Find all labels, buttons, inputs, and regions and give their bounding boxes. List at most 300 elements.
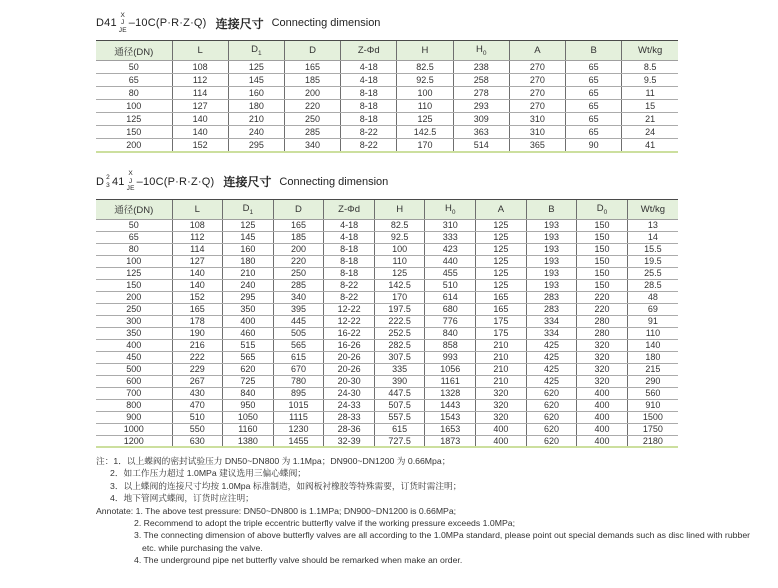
table-cell: 307.5	[374, 351, 425, 363]
table-cell: 200	[273, 243, 324, 255]
table-cell: 725	[223, 375, 274, 387]
table-cell: 310	[509, 113, 565, 126]
table-cell: 24-30	[324, 387, 375, 399]
table-cell: 165	[172, 303, 223, 315]
table-cell: 24-33	[324, 399, 375, 411]
table-cell: 210	[476, 351, 527, 363]
column-header: A	[509, 41, 565, 61]
table-cell: 425	[526, 339, 577, 351]
table-cell: 165	[273, 219, 324, 231]
table-cell: 278	[453, 87, 509, 100]
table-cell: 8-18	[341, 113, 397, 126]
table-cell: 270	[509, 100, 565, 113]
table-cell: 505	[273, 327, 324, 339]
table-cell: 1200	[123, 435, 144, 446]
table-row	[96, 387, 678, 399]
table-cell: 20-26	[324, 363, 375, 375]
table-cell: 8-22	[324, 291, 375, 303]
table-cell: 340	[284, 139, 340, 152]
column-header: 通径(DN)	[96, 41, 172, 61]
table-cell: 320	[476, 387, 527, 399]
table-cell: 197.5	[374, 303, 425, 315]
table-cell: 510	[425, 279, 476, 291]
table-cell: 222.5	[374, 315, 425, 327]
table-cell: 615	[374, 423, 425, 435]
table-cell: 150	[577, 279, 628, 291]
column-header: B	[566, 41, 622, 61]
table-cell: 140	[172, 113, 228, 126]
column-header: H	[374, 199, 425, 219]
table-cell: 507.5	[374, 399, 425, 411]
column-header: 通径(DN)	[96, 199, 172, 219]
table-cell: 193	[526, 231, 577, 243]
table-row	[96, 255, 678, 267]
note-line-en: Annotate: 1. The above test pressure: DN50~DN800 is 1.1MPa; DN900~DN1200 is 0.66MPa;	[96, 505, 457, 516]
table-cell: 400	[577, 435, 628, 447]
table-cell: 175	[476, 315, 527, 327]
table-cell: 220	[577, 303, 628, 315]
table-cell: 125	[96, 267, 172, 279]
table-cell: 776	[425, 315, 476, 327]
table-cell: 510	[172, 411, 223, 423]
table-cell: 140	[627, 339, 678, 351]
table-row	[96, 423, 678, 435]
model-variant-stack	[127, 170, 135, 192]
table-cell: 222	[172, 351, 223, 363]
table-cell: 220	[284, 100, 340, 113]
section-title-1	[96, 10, 678, 36]
table-cell: 215	[627, 363, 678, 375]
table-row	[96, 375, 678, 387]
table-cell: 150	[577, 255, 628, 267]
table-cell: 160	[223, 243, 274, 255]
table-cell: 470	[172, 399, 223, 411]
table-cell: 210	[228, 113, 284, 126]
table-cell: 28.5	[627, 279, 678, 291]
table-cell: 8-18	[324, 267, 375, 279]
table-cell: 114	[172, 87, 228, 100]
table-cell: 16-22	[324, 327, 375, 339]
column-header: D	[284, 41, 340, 61]
model-prefix: D	[96, 175, 105, 188]
table-cell: 8-18	[341, 100, 397, 113]
table-cell: 430	[172, 387, 223, 399]
table-cell: 11	[622, 87, 678, 100]
column-header: B	[526, 199, 577, 219]
table-cell: 20-26	[324, 351, 375, 363]
table-row	[96, 399, 678, 411]
table-cell: 1500	[627, 411, 678, 423]
title-en: Connecting dimension	[271, 17, 381, 29]
table-cell: 400	[577, 387, 628, 399]
table-cell: 150	[577, 267, 628, 279]
table-row	[96, 100, 678, 113]
table-cell: 32-39	[324, 435, 375, 447]
table-cell: 840	[425, 327, 476, 339]
num-3: 3	[106, 181, 110, 189]
table-row	[96, 363, 678, 375]
table-cell: 320	[577, 351, 628, 363]
table-cell: 400	[96, 339, 172, 351]
table-cell: 190	[172, 327, 223, 339]
table-cell: 1115	[273, 411, 324, 423]
table-cell: 8-22	[341, 126, 397, 139]
column-header: A	[476, 199, 527, 219]
table-cell: 993	[425, 351, 476, 363]
table-cell: 290	[627, 375, 678, 387]
variant-j: J	[121, 19, 125, 27]
table-cell: 125	[476, 279, 527, 291]
table-row	[96, 303, 678, 315]
column-header: L	[172, 41, 228, 61]
table-cell: 460	[223, 327, 274, 339]
table-cell: 165	[284, 61, 340, 74]
title-cn: 连接尺寸	[215, 16, 264, 31]
table-cell: 614	[425, 291, 476, 303]
table-cell: 160	[228, 87, 284, 100]
column-header: $D_1$	[228, 41, 284, 61]
table-cell: 125	[476, 267, 527, 279]
column-header: H	[397, 41, 453, 61]
table-cell: 92.5	[397, 74, 453, 87]
table-cell: 21	[622, 113, 678, 126]
table-cell: 1750	[627, 423, 678, 435]
table-cell: 320	[476, 399, 527, 411]
table-cell: 1653	[425, 423, 476, 435]
table-cell: 48	[627, 291, 678, 303]
table-cell: 8-22	[324, 279, 375, 291]
note-line-cn: 4．地下管网式蝶阀，订货时应注明；	[110, 493, 254, 504]
table-cell: 125	[476, 231, 527, 243]
table-row	[96, 113, 678, 126]
table-cell: 220	[577, 291, 628, 303]
table-cell: 400	[577, 399, 628, 411]
table-cell: 100	[96, 100, 172, 113]
table-cell: 620	[223, 363, 274, 375]
table-cell: 178	[172, 315, 223, 327]
table-cell: 363	[453, 126, 509, 139]
table-cell: 283	[526, 303, 577, 315]
table-cell: 670	[273, 363, 324, 375]
page-content	[96, 10, 751, 567]
table-cell: 145	[228, 74, 284, 87]
table-cell: 4-18	[324, 231, 375, 243]
table-cell: 4-18	[341, 74, 397, 87]
table-cell: 450	[96, 351, 172, 363]
table-cell: 150	[577, 231, 628, 243]
table-cell: 320	[577, 339, 628, 351]
section-title-2	[96, 169, 678, 195]
table-cell: 250	[96, 303, 172, 315]
table-cell: 1873	[425, 435, 476, 447]
table-cell: 200	[126, 139, 142, 150]
column-header: $D_0$	[577, 199, 628, 219]
table-cell: 300	[96, 315, 172, 327]
model-mid: 41	[111, 175, 125, 188]
model-suffix: –10C(P·R·Z·Q)	[128, 17, 207, 29]
table-cell: 285	[273, 279, 324, 291]
table-cell: 140	[172, 279, 223, 291]
table-cell: 615	[273, 351, 324, 363]
table-cell: 1161	[425, 375, 476, 387]
table-cell: 1543	[425, 411, 476, 423]
table-cell: 334	[526, 315, 577, 327]
variant-x: X	[120, 11, 126, 19]
table-cell: 142.5	[374, 279, 425, 291]
dimension-table-1	[96, 40, 678, 153]
table-cell: 110	[627, 327, 678, 339]
table-cell: 240	[223, 279, 274, 291]
table-cell: 125	[476, 243, 527, 255]
table-cell: 193	[526, 243, 577, 255]
table-cell: 108	[172, 219, 223, 231]
table-cell: 270	[509, 61, 565, 74]
variant-x: X	[128, 170, 133, 178]
table-cell: 8-18	[341, 87, 397, 100]
table-cell: 165	[476, 303, 527, 315]
table-cell: 69	[627, 303, 678, 315]
table-cell: 100	[374, 243, 425, 255]
table-cell: 8-18	[324, 243, 375, 255]
table-cell: 400	[476, 423, 527, 435]
table-cell: 910	[627, 399, 678, 411]
table-cell: 15.5	[627, 243, 678, 255]
table-cell: 1328	[425, 387, 476, 399]
note-line-cn: 2．如工作压力超过 1.0MPa 建议选用三偏心蝶阀；	[110, 468, 306, 479]
table-cell: 270	[509, 87, 565, 100]
table-cell: 13	[627, 219, 678, 231]
table-cell: 80	[96, 243, 172, 255]
table-cell: 285	[284, 126, 340, 139]
note-line-en: 2. Recommend to adopt the triple eccentric butterfly valve if the working pressure exceeds 1.0MPa;	[134, 518, 515, 529]
table-cell: 28-33	[324, 411, 375, 423]
table-cell: 400	[476, 435, 527, 447]
table-cell: 65	[566, 126, 622, 139]
table-cell: 280	[577, 327, 628, 339]
table-cell: 65	[566, 61, 622, 74]
table-cell: 150	[577, 219, 628, 231]
table-row	[96, 231, 678, 243]
table-cell: 350	[223, 303, 274, 315]
table-row	[96, 315, 678, 327]
table-cell: 125	[476, 219, 527, 231]
table-cell: 210	[476, 375, 527, 387]
table-cell: 140	[172, 267, 223, 279]
table-cell: 620	[526, 435, 577, 447]
table-cell: 125	[374, 267, 425, 279]
table-cell: 800	[96, 399, 172, 411]
table-cell: 8-22	[341, 139, 397, 152]
table-cell: 216	[172, 339, 223, 351]
variant-je: JE	[126, 185, 135, 193]
table-cell: 423	[425, 243, 476, 255]
table-cell: 50	[96, 61, 172, 74]
table-cell: 140	[172, 126, 228, 139]
table-cell: 50	[96, 219, 172, 231]
table-cell: 4-18	[324, 219, 375, 231]
table-cell: 82.5	[397, 61, 453, 74]
table-cell: 14	[627, 231, 678, 243]
table-cell: 65	[96, 74, 172, 87]
table-cell: 1000	[96, 423, 172, 435]
table-cell: 895	[273, 387, 324, 399]
table-cell: 125	[96, 113, 172, 126]
table-cell: 600	[96, 375, 172, 387]
table-cell: 185	[273, 231, 324, 243]
table-cell: 620	[526, 411, 577, 423]
table-cell: 28-36	[324, 423, 375, 435]
table-cell: 310	[509, 126, 565, 139]
note-line-en: 4. The underground pipe net butterfly valve should be remarked when make an order.	[134, 555, 463, 566]
table-cell: 175	[476, 327, 527, 339]
table-cell: 440	[425, 255, 476, 267]
table-cell: 293	[453, 100, 509, 113]
table-cell: 1380	[223, 435, 274, 447]
table-cell: 112	[172, 231, 223, 243]
table-cell: 19.5	[627, 255, 678, 267]
table-row	[96, 126, 678, 139]
table-cell: 20-30	[324, 375, 375, 387]
note-line-cn: 注：1．以上蝶阀的密封试验压力 DN50~DN800 为 1.1Mpa；DN900~DN1200 为 0.66Mpa；	[96, 456, 451, 466]
table-cell: 334	[526, 327, 577, 339]
table-cell: 91	[627, 315, 678, 327]
title-en: Connecting dimension	[279, 175, 389, 188]
table-cell: 200	[96, 291, 172, 303]
table-cell: 270	[509, 74, 565, 87]
table-cell: 193	[526, 267, 577, 279]
table-row	[96, 219, 678, 231]
table-cell: 229	[172, 363, 223, 375]
table-cell: 150	[96, 279, 172, 291]
model-number-stack	[106, 174, 110, 189]
column-header: Z-Φd	[324, 199, 375, 219]
table-cell: 65	[566, 74, 622, 87]
table-cell: 4-18	[341, 61, 397, 74]
table-cell: 100	[397, 87, 453, 100]
table-cell: 12-22	[324, 303, 375, 315]
table-cell: 680	[425, 303, 476, 315]
table-cell: 210	[476, 339, 527, 351]
table-cell: 193	[526, 279, 577, 291]
table-cell: 16-26	[324, 339, 375, 351]
table-cell: 125	[223, 219, 274, 231]
table-cell: 1455	[273, 435, 324, 447]
table-cell: 258	[453, 74, 509, 87]
table-cell: 550	[172, 423, 223, 435]
table-cell: 280	[577, 315, 628, 327]
table-cell: 400	[223, 315, 274, 327]
table-cell: 1015	[273, 399, 324, 411]
table-cell: 210	[476, 363, 527, 375]
table-cell: 320	[577, 363, 628, 375]
num-2: 2	[106, 174, 110, 182]
table-cell: 112	[172, 74, 228, 87]
table-cell: 125	[476, 255, 527, 267]
table-row	[96, 435, 678, 447]
table-cell: 340	[273, 291, 324, 303]
table-row	[96, 327, 678, 339]
table-cell: 447.5	[374, 387, 425, 399]
table-cell: 309	[453, 113, 509, 126]
table-cell: 365	[509, 139, 565, 152]
table-cell: 210	[223, 267, 274, 279]
table-cell: 1160	[223, 423, 274, 435]
table-cell: 310	[425, 219, 476, 231]
table-header-row	[96, 199, 678, 219]
variant-je: JE	[118, 26, 127, 34]
valve-model-2	[96, 170, 214, 192]
column-header: Z-Φd	[341, 41, 397, 61]
table-row	[96, 339, 678, 351]
notes-english	[96, 505, 751, 567]
table-cell: 395	[273, 303, 324, 315]
table-cell: 400	[577, 423, 628, 435]
column-header: Wt/kg	[627, 199, 678, 219]
table-cell: 180	[223, 255, 274, 267]
table-cell: 65	[566, 100, 622, 113]
column-header: $H_0$	[425, 199, 476, 219]
table-cell: 2180	[627, 435, 678, 447]
table-cell: 240	[228, 126, 284, 139]
table-row	[96, 291, 678, 303]
table-cell: 250	[284, 113, 340, 126]
table-cell: 252.5	[374, 327, 425, 339]
table-cell: 41	[622, 139, 678, 152]
column-header: Wt/kg	[622, 41, 678, 61]
table-cell: 840	[223, 387, 274, 399]
column-header: D	[273, 199, 324, 219]
table-cell: 170	[374, 291, 425, 303]
table-cell: 514	[453, 139, 509, 152]
table-cell: 250	[273, 267, 324, 279]
table-cell: 24	[622, 126, 678, 139]
footnotes	[96, 455, 751, 567]
table-cell: 25.5	[627, 267, 678, 279]
table-cell: 185	[284, 74, 340, 87]
table-cell: 65	[566, 87, 622, 100]
dimension-table-2	[96, 199, 678, 449]
table-cell: 425	[526, 363, 577, 375]
column-header: $H_0$	[453, 41, 509, 61]
table-cell: 65	[566, 113, 622, 126]
table-cell: 335	[374, 363, 425, 375]
table-cell: 390	[374, 375, 425, 387]
table-cell: 858	[425, 339, 476, 351]
table-row	[96, 74, 678, 87]
model-suffix: –10C(P·R·Z·Q)	[136, 175, 215, 188]
table-cell: 170	[397, 139, 453, 152]
table-cell: 455	[425, 267, 476, 279]
table-cell: 80	[96, 87, 172, 100]
table-cell: 780	[273, 375, 324, 387]
table-cell: 125	[228, 61, 284, 74]
table-cell: 92.5	[374, 231, 425, 243]
table-row	[96, 351, 678, 363]
table-row	[96, 61, 678, 74]
table-cell: 110	[397, 100, 453, 113]
table-cell: 82.5	[374, 219, 425, 231]
table-header-row	[96, 41, 678, 61]
table-cell: 238	[453, 61, 509, 74]
table-row	[96, 87, 678, 100]
table-cell: 114	[172, 243, 223, 255]
table-cell: 282.5	[374, 339, 425, 351]
table-cell: 12-22	[324, 315, 375, 327]
note-line-cn: 3．以上蝶阀的连接尺寸均按 1.0Mpa 标准制造，如阀板衬橡胶等特殊需要，订货时需注明；	[110, 480, 462, 491]
table-cell: 145	[223, 231, 274, 243]
table-cell: 1443	[425, 399, 476, 411]
note-line-en: etc. while purchasing the valve.	[142, 542, 263, 553]
